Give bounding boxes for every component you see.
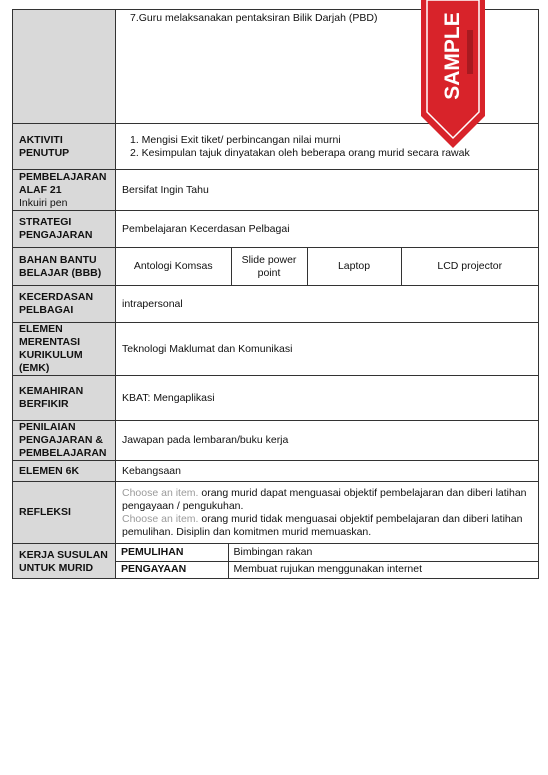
kerja-susulan-table: [116, 544, 539, 579]
elemen6k-label: ELEMEN 6K: [13, 461, 116, 482]
kerja-susulan-row: [13, 544, 539, 579]
kemahiran-value: KBAT: Mengaplikasi: [116, 376, 539, 421]
emk-row: [13, 323, 539, 376]
pbd-text: 7.Guru melaksanakan pentaksiran Bilik Darjah (PBD): [130, 12, 378, 24]
elemen6k-row: [13, 461, 539, 482]
refleksi-text: orang murid tidak menguasai objektif pembelajaran dan diberi latihan: [198, 512, 523, 525]
emk-label: ELEMEN MERENTASI KURIKULUM (EMK): [13, 323, 116, 376]
kerja-susulan-label: KERJA SUSULAN UNTUK MURID: [13, 544, 116, 579]
refleksi-label: REFLEKSI: [13, 482, 116, 544]
kecerdasan-value: intrapersonal: [116, 286, 539, 323]
list-item: 2. Kesimpulan tajuk dinyatakan oleh beberapa orang murid secara rawak: [130, 146, 470, 159]
emk-value: Teknologi Maklumat dan Komunikasi: [116, 323, 539, 376]
watermark-text: SAMPLE: [441, 12, 464, 100]
strategi-label: STRATEGI PENGAJARAN: [13, 211, 116, 248]
bbb-row: [13, 248, 539, 286]
kemahiran-label: KEMAHIRAN BERFIKIR: [13, 376, 116, 421]
refleksi-text: pengayaan / pengukuhan.: [122, 499, 244, 512]
list-item: 1. Mengisi Exit tiket/ perbincangan nilai murni: [130, 133, 341, 146]
bbb-item: Antologi Komsas: [116, 248, 231, 285]
refleksi-text: pemulihan. Disiplin dan komitmen murid memuaskan.: [122, 525, 372, 538]
bbb-item: Slide power point: [231, 248, 307, 285]
bbb-item: Laptop: [307, 248, 401, 285]
kecerdasan-row: [13, 286, 539, 323]
refleksi-row: [13, 482, 539, 544]
bbb-label: BAHAN BANTU BELAJAR (BBB): [13, 248, 116, 286]
bbb-items: [116, 248, 539, 286]
sample-watermark: [419, 0, 487, 148]
refleksi-value: [116, 482, 539, 544]
penilaian-row: [13, 421, 539, 461]
bbb-item: LCD projector: [401, 248, 538, 285]
strategi-row: [13, 211, 539, 248]
pembelajaran-abad-label: PEMBELAJARAN ALAF 21 Inkuiri pen: [13, 170, 116, 211]
elemen6k-value: Kebangsaan: [116, 461, 539, 482]
pembelajaran-abad-row: [13, 170, 539, 211]
pengayaan-label: PENGAYAAN: [116, 561, 228, 578]
pembelajaran-abad-value: Bersifat Ingin Tahu: [116, 170, 539, 211]
kemahiran-row: [13, 376, 539, 421]
refleksi-text: orang murid dapat menguasai objektif pembelajaran dan diberi latihan: [198, 486, 527, 499]
aktiviti-penutup-label: AKTIVITI PENUTUP: [13, 124, 116, 170]
watermark-stripe: [467, 30, 473, 74]
kecerdasan-label: KECERDASAN PELBAGAI: [13, 286, 116, 323]
empty-label-cell: [13, 10, 116, 124]
penilaian-label: PENILAIAN PENGAJARAN & PEMBELAJARAN: [13, 421, 116, 461]
pengayaan-value: Membuat rujukan menggunakan internet: [228, 561, 538, 578]
choose-item-dropdown[interactable]: Choose an item.: [122, 512, 199, 525]
pemulihan-value: Bimbingan rakan: [228, 544, 538, 561]
penilaian-value: Jawapan pada lembaran/buku kerja: [116, 421, 539, 461]
choose-item-dropdown[interactable]: Choose an item.: [122, 486, 199, 499]
pemulihan-label: PEMULIHAN: [116, 544, 228, 561]
strategi-value: Pembelajaran Kecerdasan Pelbagai: [116, 211, 539, 248]
